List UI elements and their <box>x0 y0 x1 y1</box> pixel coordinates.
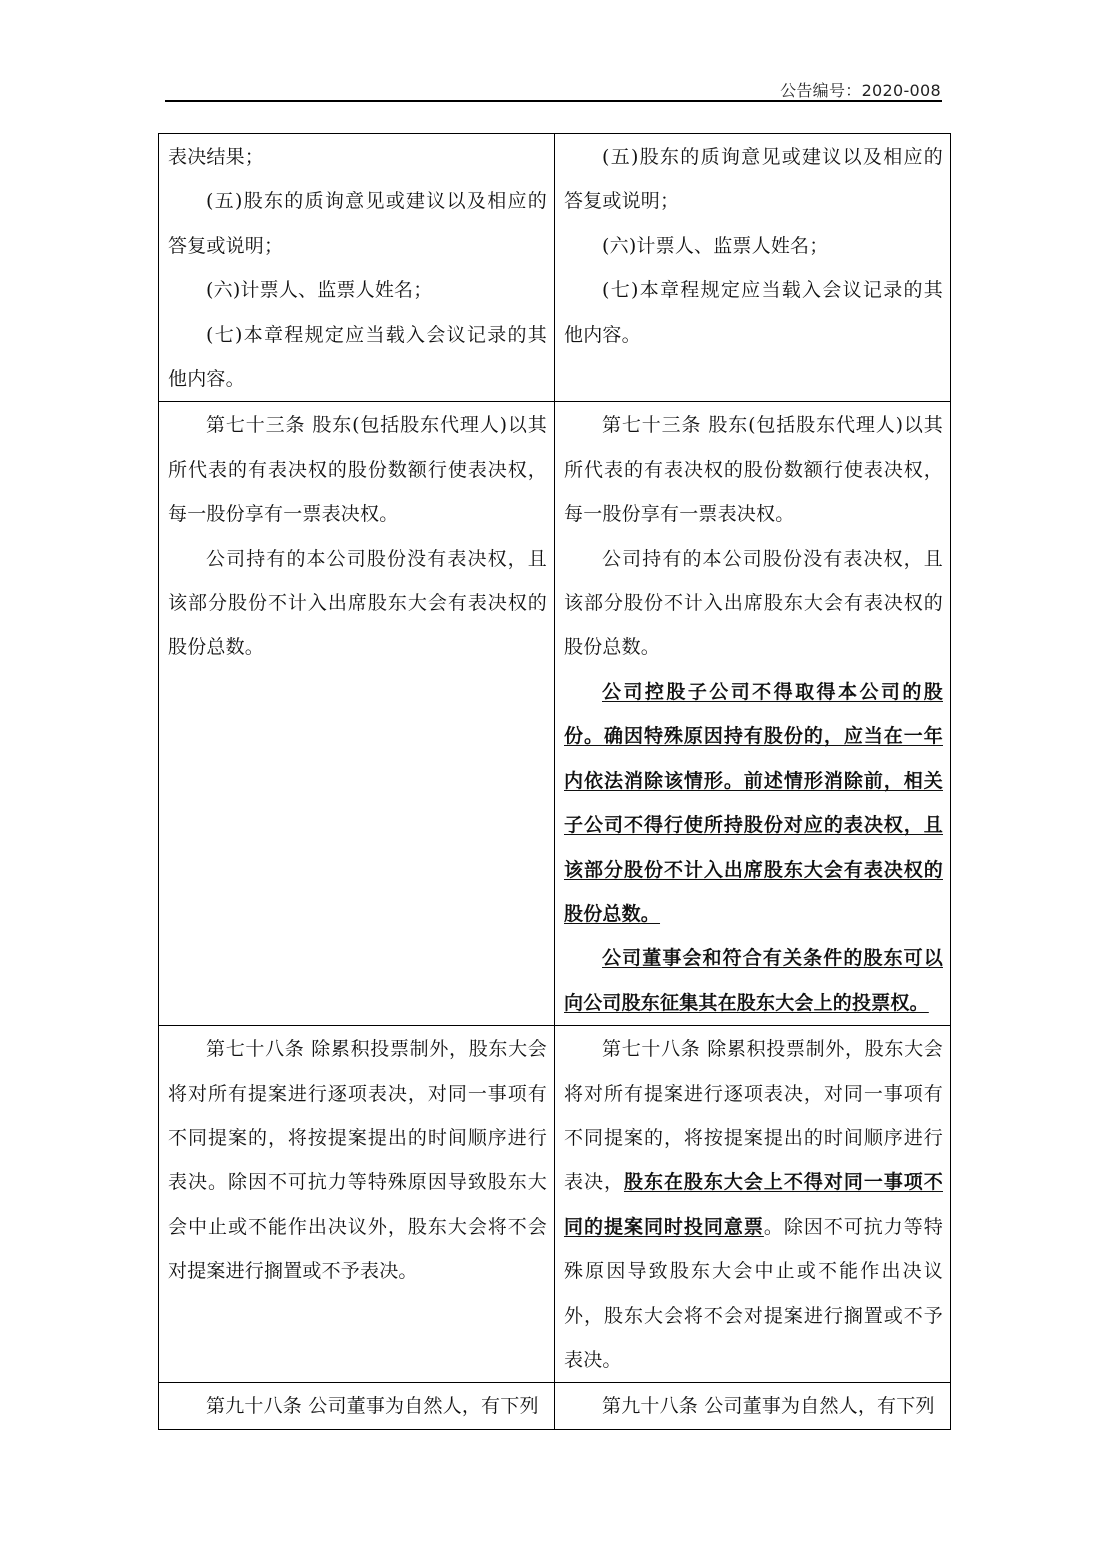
unchanged-text: 第七十八条 除累积投票制外，股东大会将对所有提案进行逐项表决，对同一事项有不同提案的，将按提案提出的时间顺序进行表决， <box>564 1038 943 1194</box>
paragraph: 第七十八条 除累积投票制外，股东大会将对所有提案进行逐项表决，对同一事项有不同提案的，将按提案提出的时间顺序进行表决。除因不可抗力等特殊原因导致股东大会中止或不能作出决议外，股东大会将不会对提案进行搁置或不予表决。 <box>168 1038 547 1283</box>
table-row <box>159 402 951 1026</box>
paragraph: (七)本章程规定应当载入会议记录的其他内容。 <box>168 323 547 391</box>
paragraph: 表决结果； <box>168 146 265 168</box>
changed-text: 公司控股子公司不得取得本公司的股份。确因特殊原因持有股份的，应当在一年内依法消除该情形。前述情形消除前，相关子公司不得行使所持股份对应的表决权，且该部分股份不计入出席股东大会有表决权的股份总数。 <box>564 680 943 925</box>
paragraph: (七)本章程规定应当载入会议记录的其他内容。 <box>564 279 943 346</box>
comparison-table <box>158 133 951 1430</box>
table-row <box>159 1026 951 1383</box>
changed-paragraph <box>564 670 943 936</box>
table-row <box>159 134 951 402</box>
paragraph: 第九十八条 公司董事为自然人，有下列 <box>206 1395 539 1418</box>
paragraph: 第九十八条 公司董事为自然人，有下列 <box>602 1395 935 1418</box>
paragraph: 第七十三条 股东(包括股东代理人)以其所代表的有表决权的股份数额行使表决权，每一股份享有一票表决权。 <box>168 414 547 526</box>
paragraph <box>564 1027 943 1382</box>
revised-text-cell <box>555 1026 951 1383</box>
unchanged-text: 。除因不可抗力等特殊原因导致股东大会中止或不能作出决议外，股东大会将不会对提案进行搁置或不予表决。 <box>564 1215 943 1371</box>
paragraph: 第七十三条 股东(包括股东代理人)以其所代表的有表决权的股份数额行使表决权，每一股份享有一票表决权。 <box>564 414 943 526</box>
paragraph: 公司持有的本公司股份没有表决权，且该部分股份不计入出席股东大会有表决权的股份总数。 <box>168 547 547 659</box>
table-row <box>159 1383 951 1429</box>
paragraph: 公司持有的本公司股份没有表决权，且该部分股份不计入出席股东大会有表决权的股份总数。 <box>564 547 943 659</box>
changed-text: 股东在股东大会上不得对同一事项不同的提案同时投同意票 <box>564 1171 943 1238</box>
revised-text-cell <box>555 134 951 402</box>
original-text-cell <box>159 1026 555 1383</box>
paragraph: (六)计票人、监票人姓名； <box>206 279 433 302</box>
announcement-number: 公告编号：2020-008 <box>780 81 941 100</box>
changed-paragraph <box>564 936 943 1025</box>
paragraph: (六)计票人、监票人姓名； <box>602 234 829 257</box>
revised-text-cell <box>555 402 951 1026</box>
original-text-cell <box>159 402 555 1026</box>
paragraph: (五)股东的质询意见或建议以及相应的答复或说明； <box>564 146 943 213</box>
paragraph: (五)股东的质询意见或建议以及相应的答复或说明； <box>168 190 547 257</box>
revised-text-cell <box>555 1383 951 1429</box>
original-text-cell <box>159 1383 555 1429</box>
changed-text: 公司董事会和符合有关条件的股东可以向公司股东征集其在股东大会上的投票权。 <box>564 947 943 1014</box>
header-rule <box>165 100 942 102</box>
original-text-cell <box>159 134 555 402</box>
